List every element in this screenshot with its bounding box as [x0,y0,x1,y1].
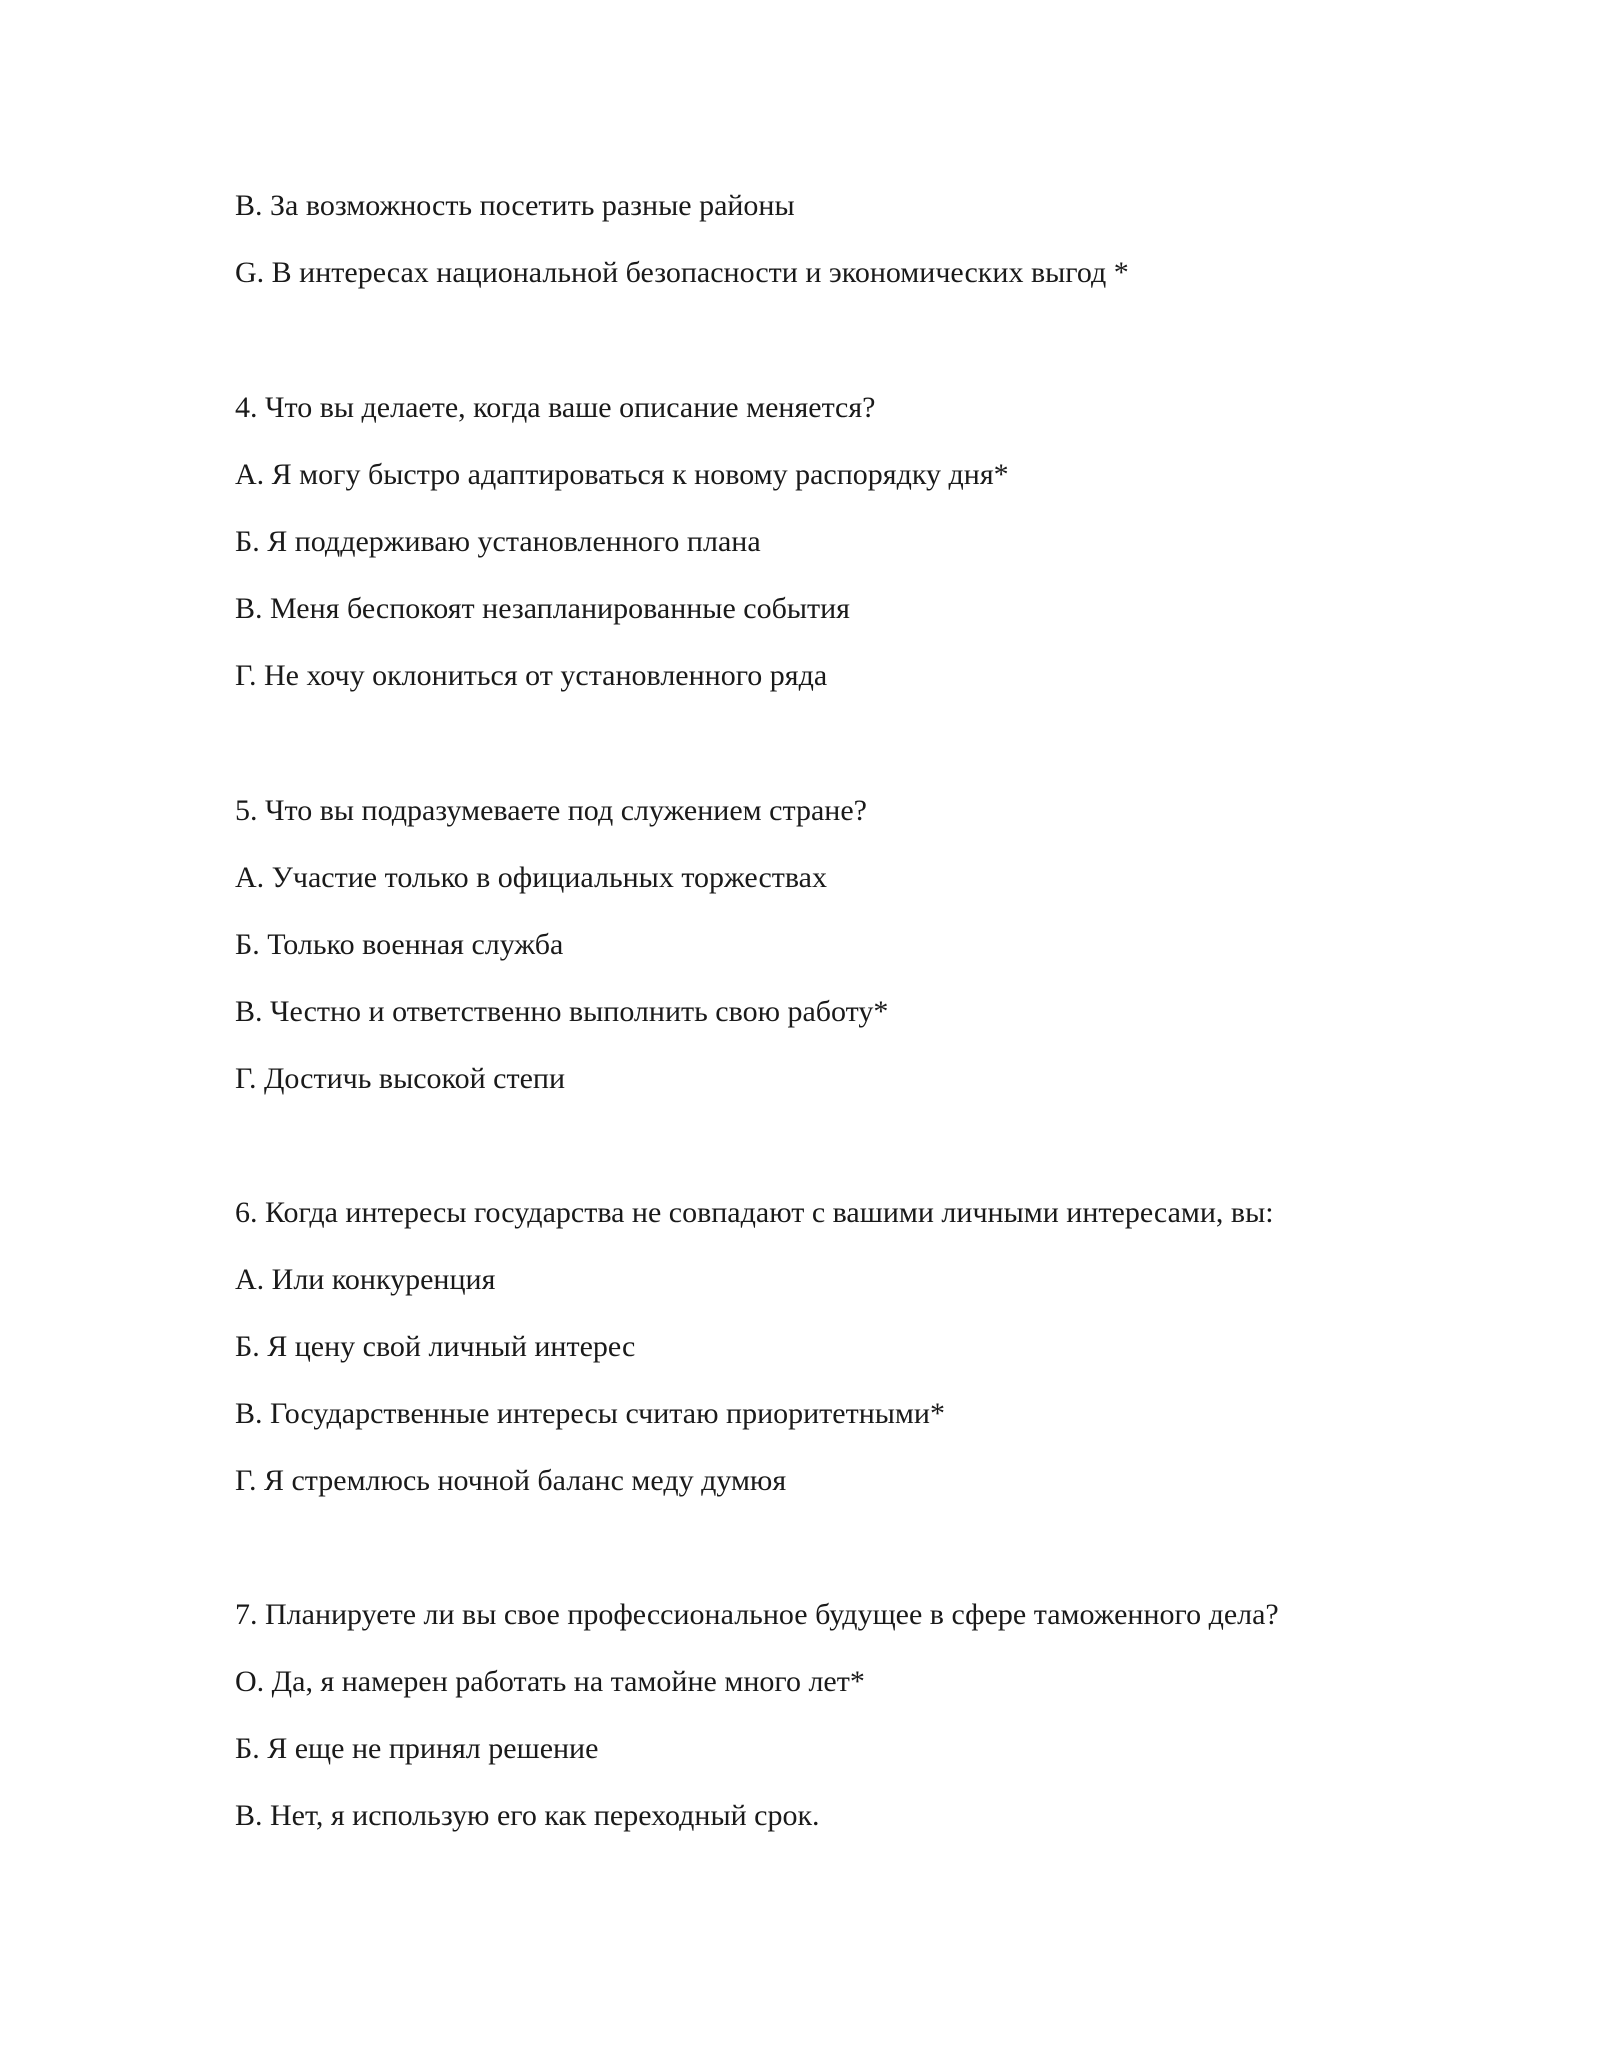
question-4: 4. Что вы делаете, когда ваше описание меняется? [235,391,876,424]
question-5: 5. Что вы подразумеваете под служением стране? [235,794,867,827]
question-7: 7. Планируете ли вы свое профессиональное будущее в сфере таможенного дела? [235,1598,1279,1631]
answer-option: Г. Достичь высокой степи [235,1062,566,1095]
answer-option: В. Меня беспокоят незапланированные события [235,592,850,625]
answer-option: А. Я могу быстро адаптироваться к новому распорядку дня* [235,458,1009,491]
answer-option: Г. Не хочу оклониться от установленного ряда [235,659,828,692]
answer-option: Г. Я стремлюсь ночной баланс меду думюя [235,1464,787,1497]
answer-option: О. Да, я намерен работать на тамойне много лет* [235,1665,865,1698]
answer-option: G. В интересах национальной безопасности и экономических выгод * [235,256,1129,289]
answer-option: В. Государственные интересы считаю приоритетными* [235,1397,945,1430]
answer-option: А. Или конкуренция [235,1263,496,1296]
question-6: 6. Когда интересы государства не совпадают с вашими личными интересами, вы: [235,1196,1274,1229]
answer-option: А. Участие только в официальных торжествах [235,861,827,894]
answer-option: В. Честно и ответственно выполнить свою работу* [235,995,889,1028]
answer-option: Б. Я цену свой личный интерес [235,1330,636,1363]
answer-option: В. За возможность посетить разные районы [235,189,795,222]
answer-option: В. Нет, я использую его как переходный срок. [235,1799,820,1832]
answer-option: Б. Я поддерживаю установленного плана [235,525,761,558]
answer-option: Б. Только военная служба [235,928,564,961]
answer-option: Б. Я еще не принял решение [235,1732,599,1765]
